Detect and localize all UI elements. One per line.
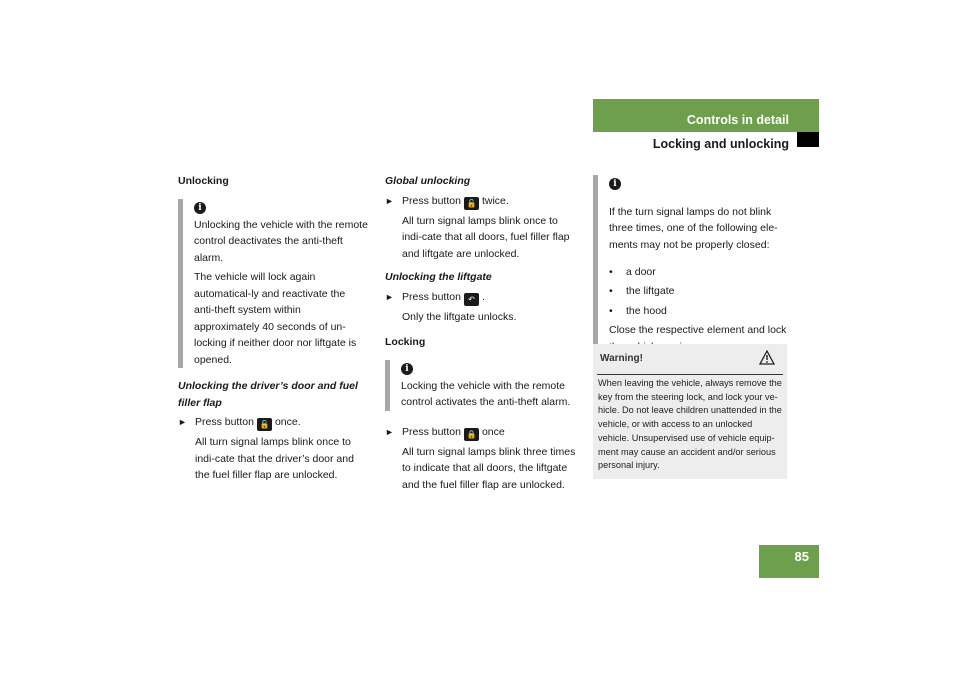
subheading: Global unlocking [385,175,471,187]
step: ► Press button ↶ . [385,290,485,304]
step-result: Only the liftgate unlocks. [402,310,517,323]
info-icon: i [401,363,413,375]
info-box-locking [385,360,580,411]
column-2 [385,173,580,493]
step: ► Press button 🔒 once [385,425,505,439]
header-marker [797,132,819,147]
section-subtitle: Locking and unlocking [652,137,789,151]
info-text: The vehicle will lock again automatical-ly and reactivate the anti-theft system within approximately 40 seconds of un-locking if neither door nor liftgate is opened. [194,271,357,366]
warning-title: Warning! [600,353,643,364]
section-title: Controls in detail [686,113,789,127]
warning-triangle-icon [759,350,775,365]
list-item: • a door [609,264,789,281]
info-icon: i [194,202,206,214]
list-item: • the hood [609,303,789,320]
info-text: Close the respective element and lock [609,324,787,336]
arrow-bullet-icon: ► [385,195,394,206]
step-result: All turn signal lamps blink once to indi-cate that all doors, fuel filler flap and liftgate are unlocked. [402,214,570,260]
bullet-dot-icon: • [609,285,613,297]
info-text: Unlocking the vehicle with the remote control deactivates the anti-theft alarm. [194,218,368,264]
info-text: If the turn signal lamps do not blink three times, one of the following ele-ments may not be properly closed: [609,205,778,251]
arrow-bullet-icon: ► [178,417,187,427]
step-result: All turn signal lamps blink three times to indicate that all doors, the liftgate and the fuel filler flap are unlocked. [402,445,576,491]
list-item: • the liftgate [609,283,789,300]
warning-text: When leaving the vehicle, always remove the key from the steering lock, and lock your ve-hicle. Do not leave children unattended in the vehicle, or with access to an unlocked vehicle. Unsupervised use of vehicle equip-ment may cause an accident and/or serious personal injury. [598,378,782,471]
subheading: Unlocking the liftgate [385,271,492,283]
arrow-bullet-icon: ► [385,426,394,437]
arrow-bullet-icon: ► [385,291,394,302]
page-number: 85 [794,549,809,564]
liftgate-button-icon: ↶ [464,293,479,306]
heading-unlocking: Unlocking [178,175,229,187]
step-result: All turn signal lamps blink once to indi-cate that the driver’s door and the fuel filler flap are unlocked. [195,436,354,481]
column-1 [178,173,368,484]
info-text: Locking the vehicle with the remote control activates the anti-theft alarm. [401,379,571,408]
heading-locking: Locking [385,336,426,348]
step: ► Press button 🔓 twice. [385,194,509,208]
unlock-button-icon: 🔓 [257,418,272,431]
bullet-dot-icon: • [609,304,613,317]
step: ► Press button 🔓 once. [178,416,301,429]
warning-divider [597,374,783,375]
lock-button-icon: 🔒 [464,428,479,441]
unlock-button-icon: 🔓 [464,197,479,210]
info-box-turn-signal [593,175,789,366]
bullet-dot-icon: • [609,265,613,278]
subheading: Unlocking the driver’s door and fuel filler flap [178,380,358,409]
info-icon: i [609,178,621,190]
info-box-unlocking [178,199,368,369]
